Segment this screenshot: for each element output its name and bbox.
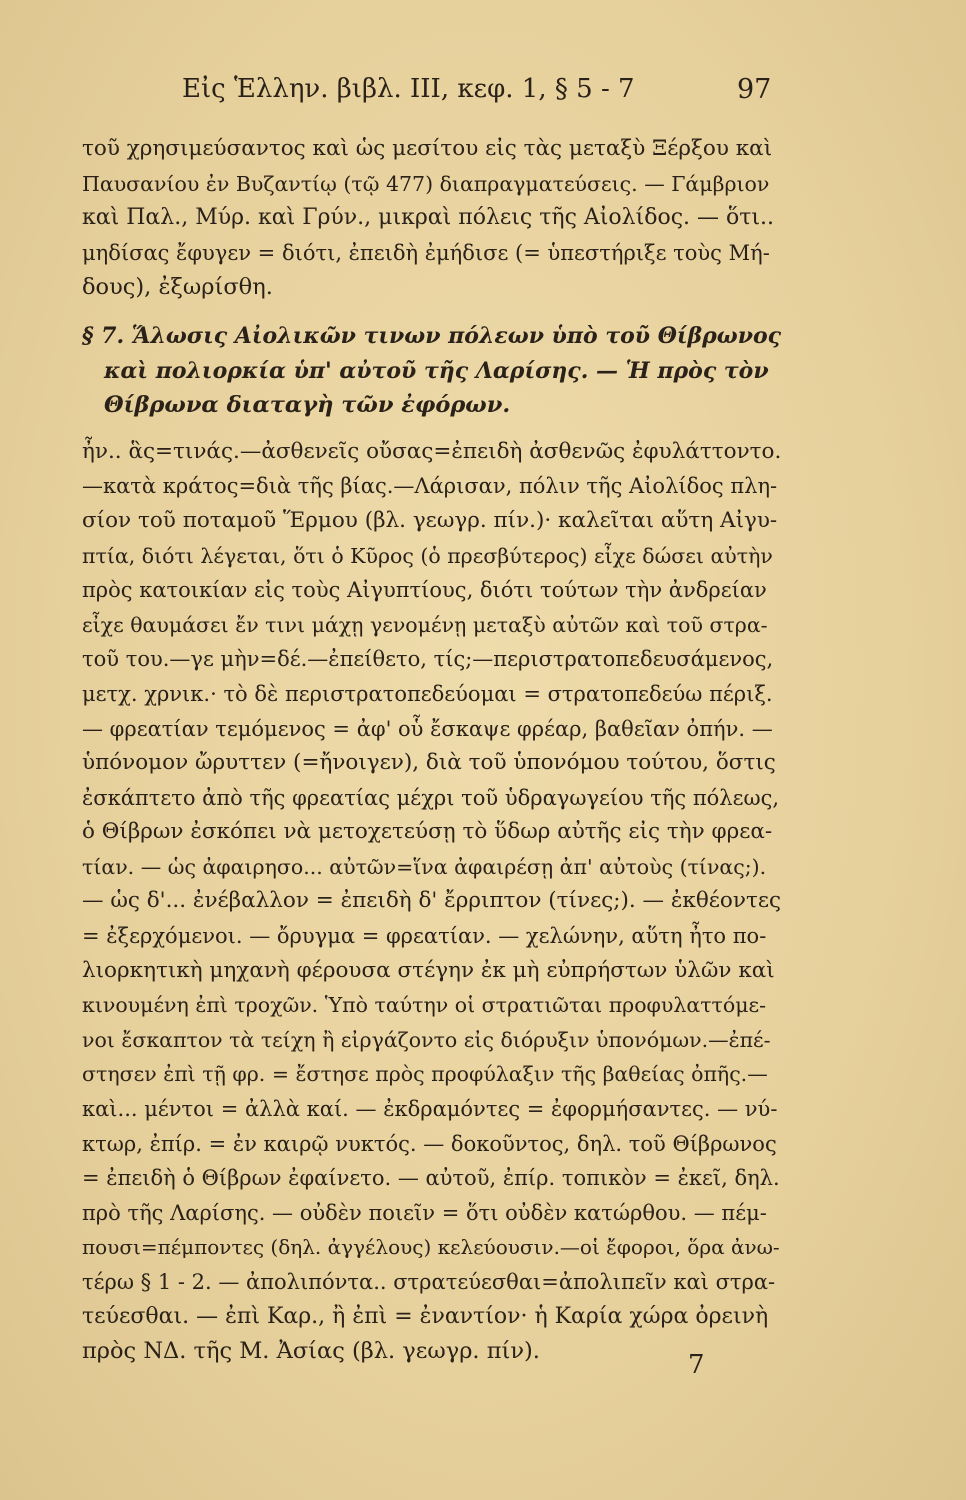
text-line: τοῦ του.—γε μὴν=δέ.—ἐπείθετο, τίς;—περιστρατοπεδευσάμενος,: [82, 647, 774, 672]
text-line: — φρεατίαν τεμόμενος = ἀφ' οὗ ἔσκαψε φρέαρ, βαθεῖαν ὀπήν. —: [82, 716, 773, 741]
text-line: = ἐπειδὴ ὁ Θίβρων ἐφαίνετο. — αὐτοῦ, ἐπίρ. τοπικὸν = ἐκεῖ, δηλ.: [82, 1166, 780, 1191]
text-line: λιορκητικὴ μηχανὴ φέρουσα στέγην ἐκ μὴ εὐπρήστων ὑλῶν καὶ: [82, 957, 775, 983]
text-line: = ἐξερχόμενοι. — ὄρυγμα = φρεατίαν. — χελώνην, αὕτη ἦτο πο-: [82, 924, 767, 949]
text-line: πρὸς ΝΔ. τῆς Μ. Ἀσίας (βλ. γεωγρ. πίν).: [82, 1338, 540, 1365]
text-line: κινουμένη ἐπὶ τροχῶν. Ὑπὸ ταύτην οἱ στρατιῶται προφυλαττόμε-: [82, 993, 767, 1018]
heading-line: Θίβρωνα διαταγὴ τῶν ἐφόρων.: [104, 392, 511, 419]
signature-mark: 7: [688, 1350, 705, 1380]
paragraph-2: [82, 435, 782, 1369]
text-line: ἐσκάπτετο ἀπὸ τῆς φρεατίας μέχρι τοῦ ὑδραγωγείου τῆς πόλεως,: [82, 785, 780, 810]
text-line: πρὸς κατοικίαν εἰς τοὺς Αἰγυπτίους, διότι τούτων τὴν ἀνδρείαν: [82, 578, 767, 603]
text-line: μηδίσας ἔφυγεν = διότι, ἐπειδὴ ἐμήδισε (= ὑπεστήριξε τοὺς Μή-: [82, 240, 770, 265]
text-line: σίον τοῦ ποταμοῦ Ἕρμου (βλ. γεωγρ. πίν.)· καλεῖται αὕτη Αἰγυ-: [82, 507, 778, 533]
text-line: Παυσανίου ἐν Βυζαντίῳ (τῷ 477) διαπραγματεύσεις. — Γάμβριον: [82, 171, 770, 196]
text-line: ἦν.. ἃς=τινάς.—ἀσθενεῖς οὔσας=ἐπειδὴ ἀσθενῶς ἐφυλάττοντο.: [82, 438, 782, 464]
paragraph-1: [82, 132, 782, 305]
text-line: νοι ἔσκαπτον τὰ τείχη ἢ εἰργάζοντο εἰς διόρυξιν ὑπονόμων.—ἐπέ-: [82, 1027, 771, 1052]
text-line: πτία, διότι λέγεται, ὅτι ὁ Κῦρος (ὁ πρεσβύτερος) εἶχε δώσει αὐτὴν: [82, 543, 773, 568]
text-line: εἶχε θαυμάσει ἔν τινι μάχῃ γενομένῃ μεταξὺ αὐτῶν καὶ τοῦ στρα-: [82, 612, 768, 637]
page-header: [0, 74, 966, 110]
text-line: πουσι=πέμποντες (δηλ. ἀγγέλους) κελεύουσιν.—οἱ ἔφοροι, ὅρα ἀνω-: [82, 1235, 780, 1260]
text-line: πρὸ τῆς Λαρίσης. — οὐδὲν ποιεῖν = ὅτι οὐδὲν κατώρθου. — πέμ-: [82, 1200, 767, 1225]
running-head: Εἰς Ἑλλην. βιβλ. III, κεφ. 1, § 5 - 7: [182, 74, 635, 104]
section-heading: [82, 319, 782, 423]
text-line: καὶ Παλ., Μύρ. καὶ Γρύν., μικραὶ πόλεις τῆς Αἰολίδος. — ὅτι..: [82, 205, 775, 231]
heading-line: § 7. Ἅλωσις Αἰολικῶν τινων πόλεων ὑπὸ τοῦ Θίβρωνος: [82, 322, 782, 349]
page-body: [82, 132, 782, 1369]
text-line: τεύεσθαι. — ἐπὶ Καρ., ἢ ἐπὶ = ἐναντίον· ἡ Καρία χώρα ὀρεινὴ: [82, 1303, 769, 1329]
text-line: κτωρ, ἐπίρ. = ἐν καιρῷ νυκτός. — δοκοῦντος, δηλ. τοῦ Θίβρωνος: [82, 1131, 777, 1156]
text-line: καὶ... μέντοι = ἀλλὰ καί. — ἐκδραμόντες = ἐφορμήσαντες. — νύ-: [82, 1097, 778, 1122]
heading-line: καὶ πολιορκία ὑπ' αὐτοῦ τῆς Λαρίσης. — Ἡ πρὸς τὸν: [104, 357, 769, 384]
text-line: —κατὰ κράτος=διὰ τῆς βίας.—Λάρισαν, πόλιν τῆς Αἰολίδος πλη-: [82, 474, 778, 499]
text-line: ὁ Θίβρων ἐσκόπει νὰ μετοχετεύσῃ τὸ ὕδωρ αὐτῆς εἰς τὴν φρεα-: [82, 819, 773, 845]
text-line: τέρω § 1 - 2. — ἀπολιπόντα.. στρατεύεσθαι=ἀπολιπεῖν καὶ στρα-: [82, 1270, 776, 1294]
text-line: ὑπόνομον ὤρυττεν (=ἤνοιγεν), διὰ τοῦ ὑπονόμου τούτου, ὅστις: [82, 750, 776, 776]
text-line: τοῦ χρησιμεύσαντος καὶ ὡς μεσίτου εἰς τὰς μεταξὺ Ξέρξου καὶ: [82, 136, 773, 161]
text-line: μετχ. χρνικ.· τὸ δὲ περιστρατοπεδεύομαι = στρατοπεδεύω πέριξ.: [82, 681, 773, 706]
text-line: τίαν. — ὡς ἀφαιρησο... αὐτῶν=ἵνα ἀφαιρέσῃ ἀπ' αὐτοὺς (τίνας;).: [82, 854, 767, 879]
page-number: 97: [737, 74, 772, 105]
text-line: στησεν ἐπὶ τῇ φρ. = ἔστησε πρὸς προφύλαξιν τῆς βαθείας ὀπῆς.—: [82, 1062, 768, 1087]
text-line: — ὡς δ'... ἐνέβαλλον = ἐπειδὴ δ' ἔρριπτον (τίνες;). — ἐκθέοντες: [82, 888, 782, 914]
text-line: δους), ἐξωρίσθη.: [82, 274, 273, 301]
